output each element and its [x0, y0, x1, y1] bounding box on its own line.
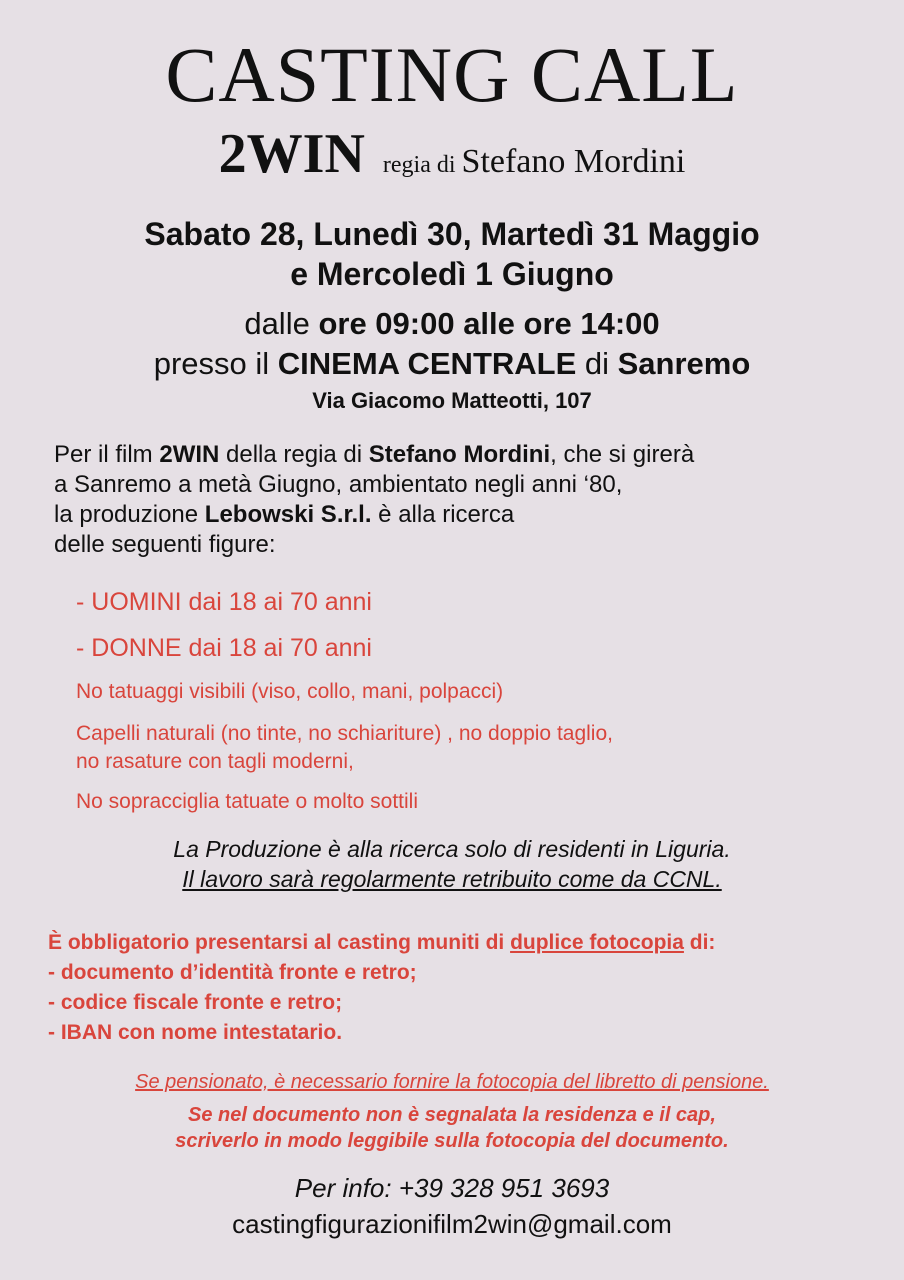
regia-label: regia di	[382, 152, 456, 178]
intro-text: è alla ricerca	[371, 501, 515, 528]
notice-line-1: La Produzione è alla ricerca solo di residenti in Liguria.	[173, 836, 731, 862]
hours-line	[0, 304, 904, 344]
document-item: - documento d’identità fronte e retro;	[48, 961, 417, 984]
document-item: - codice fiscale fronte e retro;	[48, 991, 343, 1014]
intro-director: Stefano Mordini	[368, 441, 551, 468]
intro-text: Per il film	[54, 441, 160, 468]
notice-line-2: Il lavoro sarà regolarmente retribuito come da CCNL.	[182, 866, 722, 892]
dates-line-1: Sabato 28, Lunedì 30, Martedì 31 Maggio	[144, 216, 760, 252]
director-name: Stefano Mordini	[461, 143, 686, 180]
requirement-eyebrows: No sopracciglia tatuate o molto sottili	[76, 790, 418, 813]
hair-line-2: no rasature con tagli moderni,	[76, 750, 354, 773]
intro-line-3	[54, 500, 874, 530]
intro-company: Lebowski S.r.l.	[204, 501, 372, 528]
residence-note-line-2: scriverlo in modo leggibile sulla fotocopia del documento.	[175, 1130, 729, 1152]
contact-phone: Per info: +39 328 951 3693	[294, 1173, 610, 1203]
documents-duplicate: duplice fotocopia	[510, 931, 684, 954]
venue-prefix: presso il	[153, 346, 278, 381]
venue-line	[0, 344, 904, 384]
requirement-women: - DONNE dai 18 ai 70 anni	[76, 634, 372, 662]
venue-name: CINEMA CENTRALE	[277, 346, 577, 381]
casting-hours-venue	[0, 304, 904, 384]
requirement-men: - UOMINI dai 18 ai 70 anni	[76, 588, 372, 616]
document-item: - IBAN con nome intestatario.	[48, 1021, 343, 1044]
venue-address: Via Giacomo Matteotti, 107	[312, 388, 592, 413]
intro-paragraph	[54, 440, 874, 560]
intro-text: la produzione	[54, 501, 205, 528]
film-subtitle	[0, 122, 904, 200]
intro-line-4: delle seguenti figure:	[54, 531, 276, 558]
hair-line-1: Capelli naturali (no tinte, no schiariture) , no doppio taglio,	[76, 722, 613, 745]
intro-film: 2WIN	[159, 441, 220, 468]
hours-prefix: dalle	[244, 306, 319, 341]
residence-note	[0, 1102, 904, 1154]
intro-text: , che si girerà	[550, 441, 695, 468]
dates-line-2: e Mercoledì 1 Giugno	[290, 256, 614, 292]
hours-time: ore 09:00 alle ore 14:00	[318, 306, 660, 341]
casting-dates	[0, 214, 904, 294]
documents-intro-text: È obbligatorio presentarsi al casting muniti di	[48, 931, 511, 954]
intro-text: della regia di	[219, 441, 369, 468]
pension-note: Se pensionato, è necessario fornire la fotocopia del libretto di pensione.	[135, 1071, 769, 1093]
residence-note-line-1: Se nel documento non è segnalata la residenza e il cap,	[188, 1104, 716, 1126]
venue-city: Sanremo	[617, 346, 751, 381]
film-name: 2WIN	[218, 123, 365, 185]
requirement-tattoos: No tatuaggi visibili (viso, collo, mani, polpacci)	[76, 680, 504, 703]
documents-intro	[48, 928, 888, 958]
intro-line-2: a Sanremo a metà Giugno, ambientato negli anni ‘80,	[54, 471, 623, 498]
required-documents	[48, 928, 888, 1048]
contact-email[interactable]: castingfigurazionifilm2win@gmail.com	[232, 1209, 672, 1239]
requirement-hair	[76, 720, 876, 776]
venue-mid: di	[576, 346, 618, 381]
residence-notice	[0, 834, 904, 894]
poster-title: CASTING CALL	[165, 31, 739, 118]
documents-intro-suffix: di:	[683, 931, 716, 954]
intro-line-1	[54, 440, 874, 470]
